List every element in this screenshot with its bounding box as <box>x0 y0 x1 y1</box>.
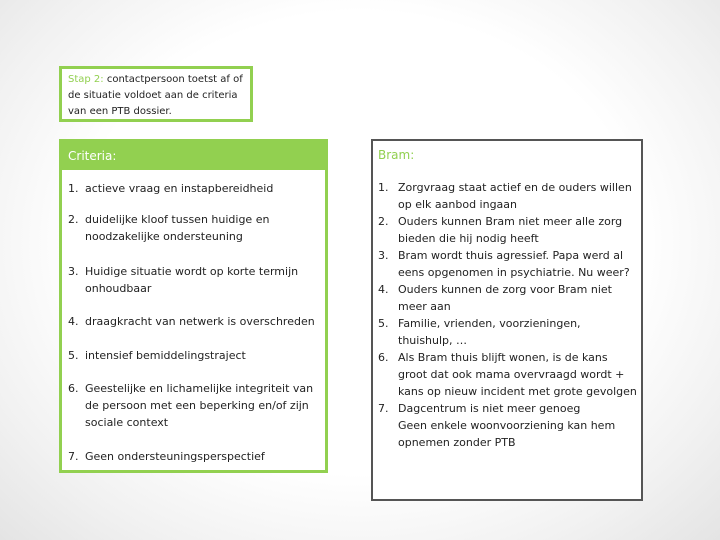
bram-item-number: 2. <box>378 215 389 228</box>
bram-item-5 <box>378 315 637 349</box>
criteria-item-text: intensief bemiddelingstraject <box>85 349 246 362</box>
step-label: Stap 2: <box>68 74 104 85</box>
criteria-item-number: 5. <box>68 349 79 362</box>
criteria-item-text: draagkracht van netwerk is overschreden <box>85 315 315 328</box>
bram-item-6 <box>378 349 637 400</box>
criteria-item-2 <box>68 211 321 245</box>
criteria-item-text: actieve vraag en instapbereidheid <box>85 182 274 195</box>
step-box <box>59 66 253 122</box>
bram-item-number: 3. <box>378 249 389 262</box>
criteria-item-number: 2. <box>68 213 79 226</box>
bram-item-text: Als Bram thuis blijft wonen, is de kans groot dat ook mama overvraagd wordt + kans op nieuw incident met grote gevolgen <box>398 351 637 398</box>
criteria-item-number: 1. <box>68 182 79 195</box>
bram-item-4 <box>378 281 637 315</box>
step-text: contactpersoon toetst af of de situatie voldoet aan de criteria van een PTB dossier. <box>68 74 243 117</box>
bram-item-number: 5. <box>378 317 389 330</box>
criteria-item-number: 7. <box>68 450 79 463</box>
bram-item-number: 6. <box>378 351 389 364</box>
criteria-item-text: duidelijke kloof tussen huidige en noodzakelijke ondersteuning <box>85 213 270 243</box>
criteria-item-3 <box>68 263 321 297</box>
criteria-item-5 <box>68 347 321 364</box>
bram-item-text: Familie, vrienden, voorzieningen, thuishulp, … <box>398 317 581 347</box>
bram-item-text: Ouders kunnen Bram niet meer alle zorg bieden die hij nodig heeft <box>398 215 623 245</box>
bram-extra-line: Geen enkele woonvoorziening kan hem opnemen zonder PTB <box>398 419 616 449</box>
bram-item-3 <box>378 247 637 281</box>
bram-header: Bram: <box>373 141 641 169</box>
criteria-item-6 <box>68 380 321 431</box>
bram-panel <box>371 139 643 501</box>
criteria-item-number: 6. <box>68 382 79 395</box>
criteria-item-number: 4. <box>68 315 79 328</box>
criteria-item-text: Huidige situatie wordt op korte termijn onhoudbaar <box>85 265 299 295</box>
bram-item-1 <box>378 179 637 213</box>
criteria-item-7 <box>68 448 321 465</box>
bram-item-text: Dagcentrum is niet meer genoeg <box>398 402 581 415</box>
criteria-item-number: 3. <box>68 265 79 278</box>
criteria-item-text: Geen ondersteuningsperspectief <box>85 450 265 463</box>
criteria-header: Criteria: <box>62 142 325 170</box>
bram-item-2 <box>378 213 637 247</box>
criteria-item-text: Geestelijke en lichamelijke integriteit van de persoon met een beperking en/of zijn sociale context <box>85 382 314 429</box>
criteria-item-4 <box>68 313 321 330</box>
criteria-item-1 <box>68 180 321 197</box>
bram-item-7 <box>378 400 637 417</box>
bram-item-number: 1. <box>378 181 389 194</box>
bram-item-number: 7. <box>378 402 389 415</box>
criteria-panel <box>59 139 328 473</box>
bram-item-number: 4. <box>378 283 389 296</box>
bram-item-text: Ouders kunnen de zorg voor Bram niet meer aan <box>398 283 612 313</box>
bram-item-text: Zorgvraag staat actief en de ouders willen op elk aanbod ingaan <box>398 181 632 211</box>
bram-item-text: Bram wordt thuis agressief. Papa werd al eens opgenomen in psychiatrie. Nu weer? <box>398 249 630 279</box>
bram-list <box>378 179 637 451</box>
